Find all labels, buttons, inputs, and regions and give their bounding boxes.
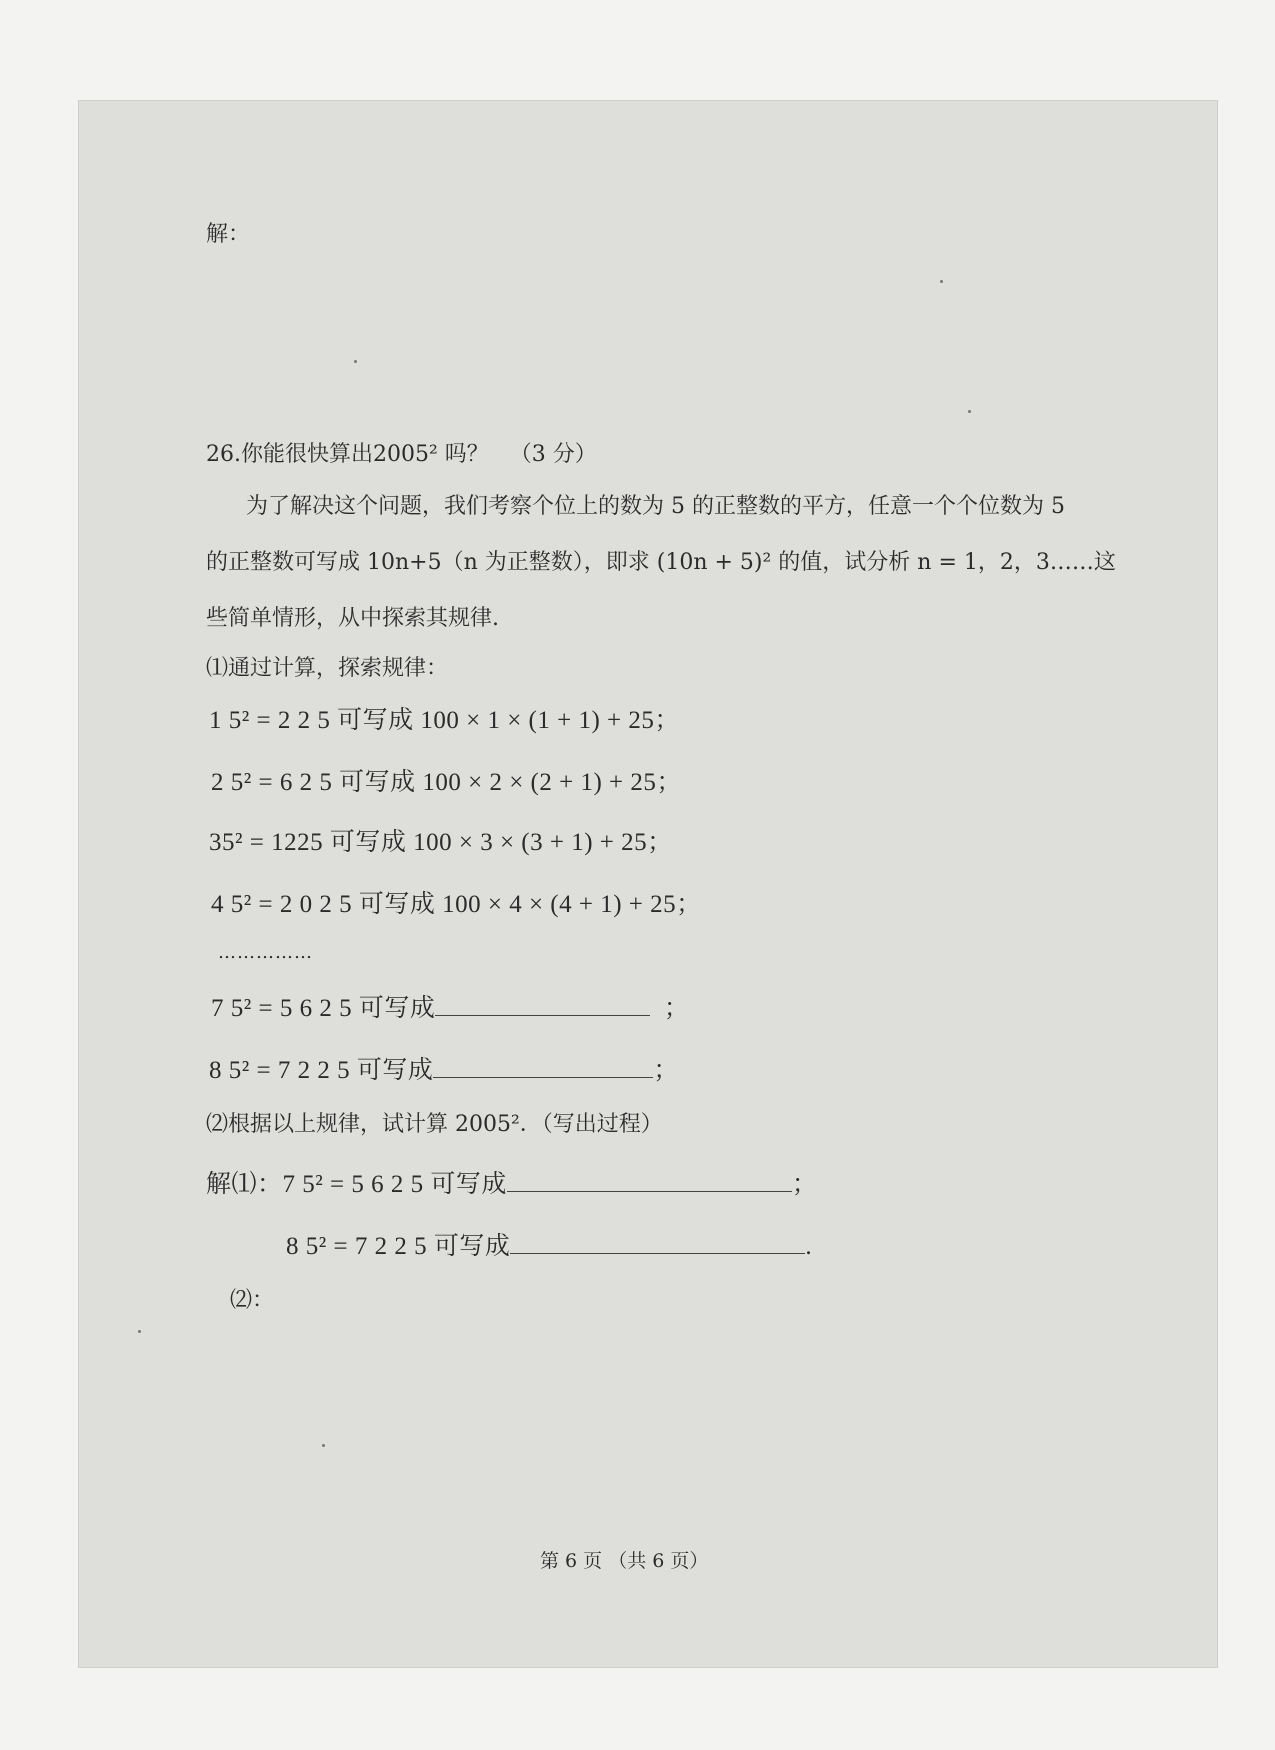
part2-label: ⑵根据以上规律，试计算 2005²．（写出过程） (206, 1112, 663, 1137)
answer-2-line (286, 1234, 812, 1259)
exercise-75-end: ； (663, 995, 690, 1022)
answer-2-blank[interactable] (510, 1235, 805, 1254)
example-line: 2 5² = 6 2 5 可写成 100 × 2 × (2 + 1) + 25； (211, 769, 682, 796)
intro-line-2: 的正整数可写成 10n+5（n 为正整数），即求 (10n + 5)² 的值，试分析 n = 1，2，3……这 (206, 550, 1116, 575)
answer-1-line (206, 1172, 817, 1197)
scan-speck (968, 410, 971, 413)
answer-1-blank[interactable] (507, 1173, 792, 1192)
scan-speck (138, 1330, 141, 1333)
part1-label: ⑴通过计算，探索规律： (206, 656, 449, 681)
exam-page (78, 100, 1218, 1668)
answer-label-top: 解： (206, 222, 251, 247)
example-line: 35² = 1225 可写成 100 × 3 × (3 + 1) + 25； (209, 829, 673, 856)
exercise-75-blank[interactable] (435, 997, 650, 1016)
scan-speck (354, 360, 357, 363)
question-text: 你能很快算出2005² 吗？ (241, 442, 489, 467)
exercise-75-text: 7 5² = 5 6 2 5 可写成 (211, 995, 436, 1022)
question-heading (206, 444, 597, 466)
answer-1-label: 解⑴： (206, 1171, 283, 1198)
exercise-85-text: 8 5² = 7 2 2 5 可写成 (209, 1057, 434, 1084)
example-line: 4 5² = 2 0 2 5 可写成 100 × 4 × (4 + 1) + 25； (211, 891, 702, 918)
intro-line-3: 些简单情形，从中探索其规律. (206, 606, 499, 631)
answer-2-text: 8 5² = 7 2 2 5 可写成 (286, 1233, 511, 1260)
scan-speck (940, 280, 943, 283)
scan-speck (322, 1444, 325, 1447)
answer-1-text: 7 5² = 5 6 2 5 可写成 (282, 1171, 507, 1198)
ellipsis: …………… (218, 942, 313, 963)
exercise-75 (211, 996, 689, 1021)
question-points: （3 分） (509, 442, 597, 467)
example-line: 1 5² = 2 2 5 可写成 100 × 1 × (1 + 1) + 25； (209, 707, 680, 734)
answer-1-end: ； (791, 1171, 818, 1198)
answer-part2-label: ⑵： (230, 1288, 275, 1313)
exercise-85 (209, 1058, 679, 1083)
exercise-85-blank[interactable] (433, 1059, 653, 1078)
question-number: 26. (206, 442, 241, 467)
answer-2-end: . (805, 1233, 813, 1260)
exercise-85-end: ； (653, 1057, 679, 1084)
page-footer: 第 6 页 （共 6 页） (540, 1550, 709, 1572)
intro-line-1: 为了解决这个问题，我们考察个位上的数为 5 的正整数的平方，任意一个个位数为 5 (246, 494, 1065, 519)
